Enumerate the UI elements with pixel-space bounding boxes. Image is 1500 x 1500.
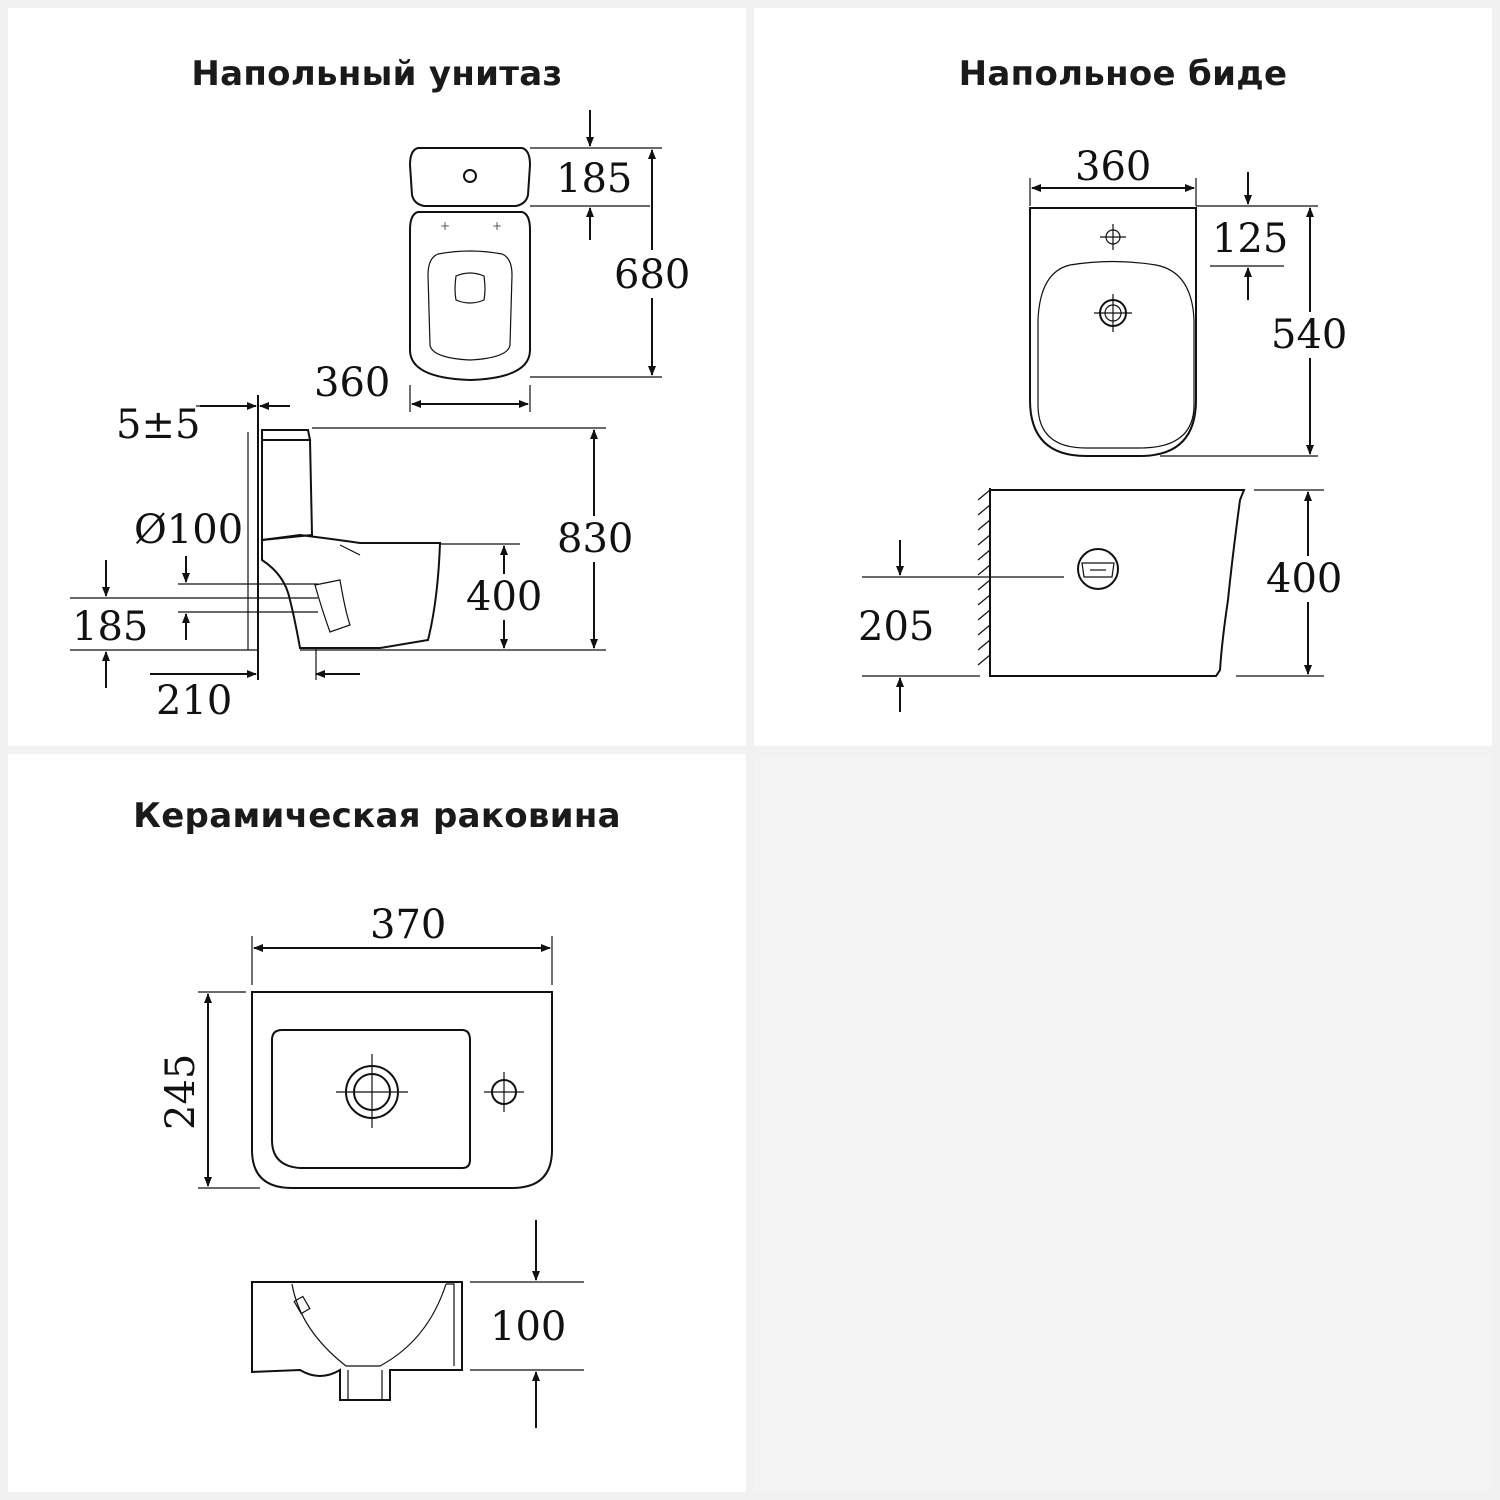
toilet-dim-185-side: 185 bbox=[72, 604, 149, 650]
bidet-top-view bbox=[1030, 208, 1196, 456]
bidet-panel bbox=[754, 8, 1492, 746]
sink-top-view bbox=[252, 992, 552, 1188]
bidet-drawing bbox=[754, 8, 1492, 746]
toilet-dim-830: 830 bbox=[557, 516, 634, 562]
bidet-dim-205: 205 bbox=[858, 604, 935, 650]
bidet-dim-400: 400 bbox=[1266, 556, 1343, 602]
svg-text:+: + bbox=[440, 219, 451, 233]
empty-panel bbox=[754, 754, 1492, 1492]
svg-text:+: + bbox=[492, 219, 503, 233]
toilet-drawing bbox=[8, 8, 746, 746]
bidet-dim-360: 360 bbox=[1075, 144, 1152, 190]
bidet-dim-540: 540 bbox=[1271, 312, 1348, 358]
sink-dim-245: 245 bbox=[158, 1053, 204, 1130]
sink-side-view bbox=[252, 1282, 462, 1400]
toilet-top-view bbox=[410, 148, 530, 380]
sink-drawing bbox=[8, 754, 746, 1492]
toilet-dim-680: 680 bbox=[614, 252, 691, 298]
sink-panel bbox=[8, 754, 746, 1492]
bidet-dim-125: 125 bbox=[1212, 216, 1289, 262]
toilet-dim-210: 210 bbox=[156, 678, 233, 724]
sink-title: Керамическая раковина bbox=[133, 796, 621, 836]
toilet-dim-360: 360 bbox=[314, 360, 391, 406]
toilet-panel bbox=[8, 8, 746, 746]
toilet-dim-d100: Ø100 bbox=[134, 507, 244, 553]
toilet-side-view bbox=[248, 395, 440, 680]
sink-dim-370: 370 bbox=[370, 902, 447, 948]
bidet-title: Напольное биде bbox=[958, 54, 1288, 94]
bidet-side-view bbox=[978, 488, 1244, 676]
toilet-dim-400: 400 bbox=[466, 574, 543, 620]
sink-dim-100: 100 bbox=[490, 1304, 567, 1350]
toilet-dim-185-top: 185 bbox=[556, 156, 633, 202]
toilet-dim-5pm5: 5±5 bbox=[116, 402, 201, 448]
toilet-title: Напольный унитаз bbox=[191, 54, 563, 94]
